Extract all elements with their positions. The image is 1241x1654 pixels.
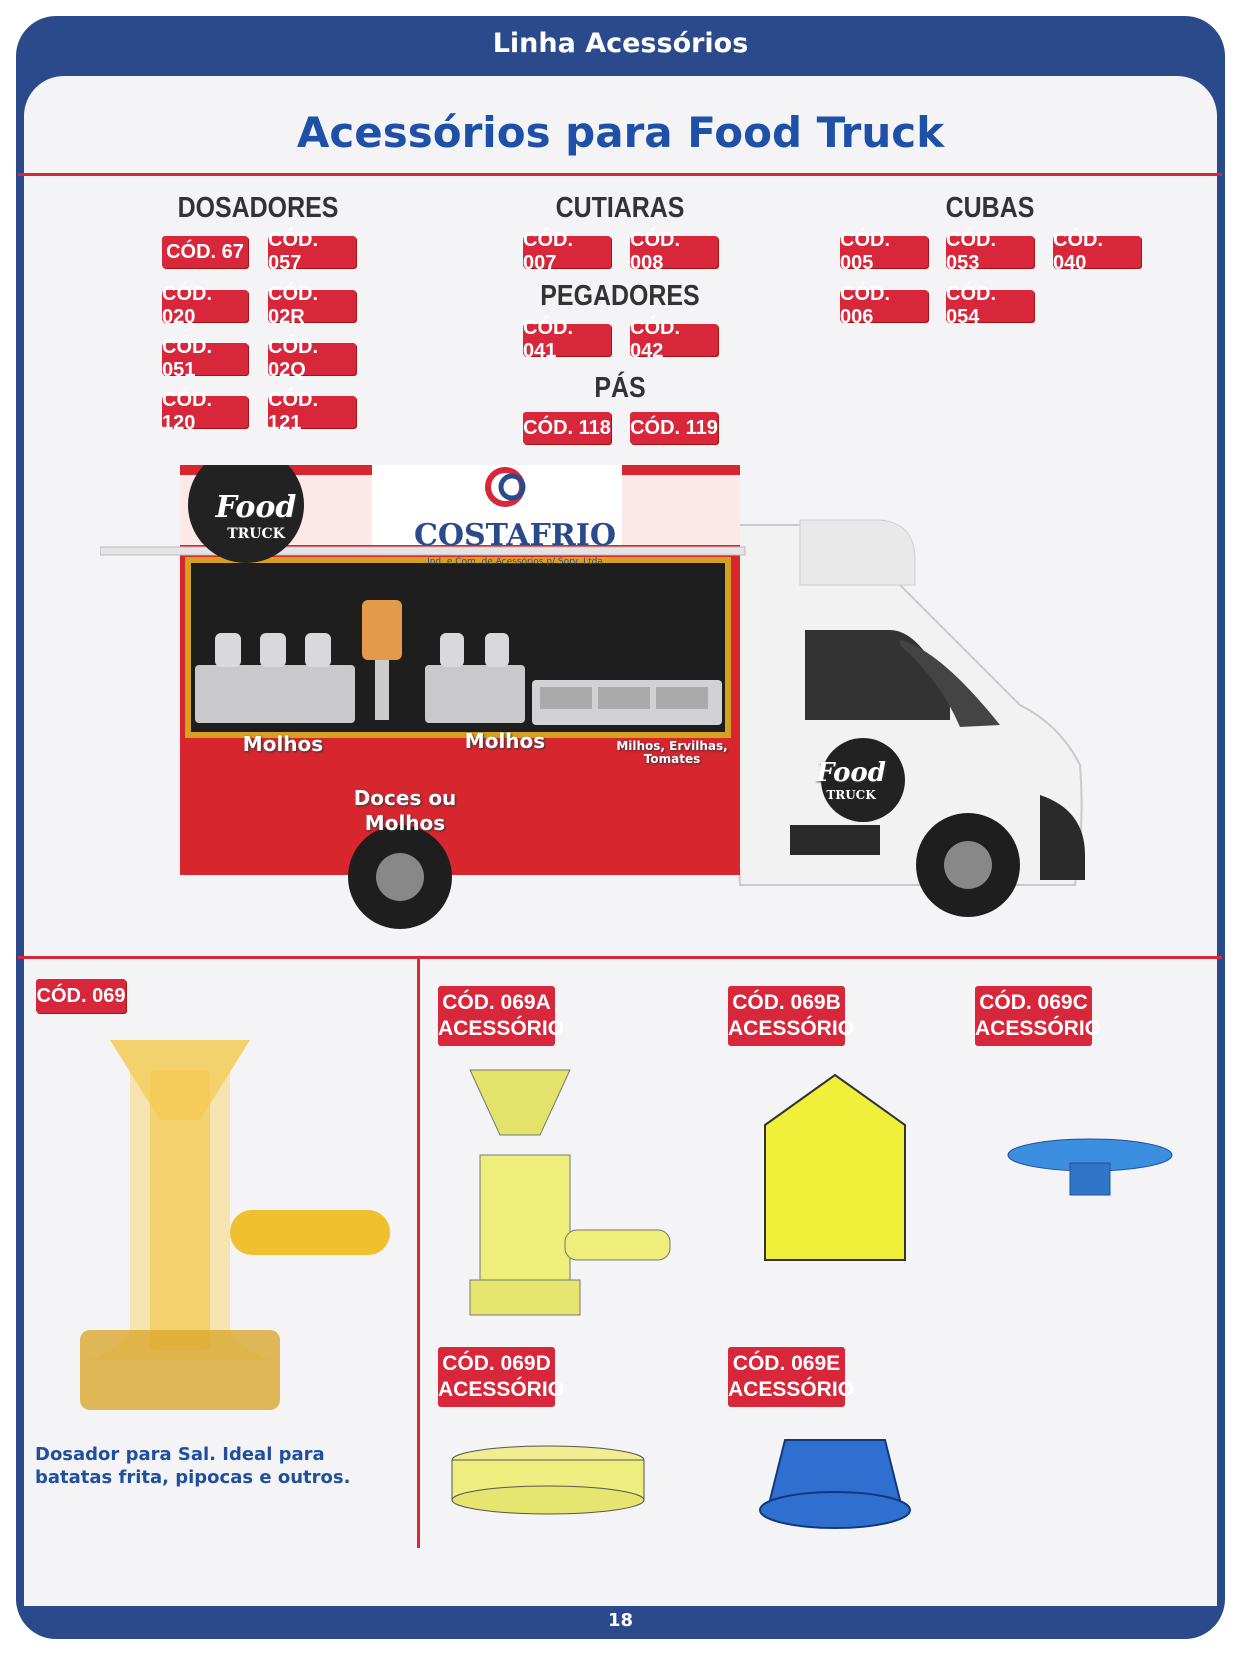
code-badge: CÓD. 051 <box>162 343 248 375</box>
code-badge: CÓD. 118 <box>523 412 611 444</box>
truck-label-doces: Doces ou Molhos <box>353 786 457 835</box>
code-badge: CÓD. 006 <box>840 290 928 322</box>
category-pas-title: PÁS <box>594 372 646 404</box>
code-badge: CÓD. 119 <box>630 412 718 444</box>
divider-middle <box>18 956 1222 959</box>
product-code-069a <box>438 986 565 1046</box>
accessory-label: ACESSÓRIO <box>728 1378 855 1401</box>
code-badge: CÓD. 007 <box>523 236 611 268</box>
food-truck-logo-text: Food <box>215 490 297 525</box>
truck-label-molhos-1: Molhos <box>242 732 324 756</box>
accessory-069b-image <box>760 1070 910 1270</box>
category-cubas-title: CUBAS <box>945 192 1035 224</box>
accessory-069c-image <box>1005 1135 1175 1205</box>
code-label: CÓD. 069B <box>732 991 841 1014</box>
brand-logo-text: COSTAFRIO <box>413 518 617 553</box>
code-badge: CÓD. 02Q <box>268 343 356 375</box>
code-badge: CÓD. 02R <box>268 290 356 322</box>
code-label: CÓD. 069E <box>732 1352 841 1375</box>
code-badge: CÓD. 005 <box>840 236 928 268</box>
brand-tagline: Ind. e Com. de Acessórios p/ Sorv. Ltda <box>427 557 603 567</box>
truck-label-molhos-2: Molhos <box>464 729 546 753</box>
category-dosadores-title: DOSADORES <box>177 192 339 224</box>
product-code-069: CÓD. 069 <box>36 979 126 1013</box>
product-code-069c <box>975 986 1102 1046</box>
section-header: Linha Acessórios <box>492 28 749 59</box>
accessory-label: ACESSÓRIO <box>975 1017 1102 1040</box>
code-badge: CÓD. 054 <box>946 290 1034 322</box>
code-badge: CÓD. 121 <box>268 396 356 428</box>
category-cutiaras-title: CUTIARAS <box>555 192 685 224</box>
salt-dispenser-image <box>70 1030 410 1430</box>
product-code-069e <box>728 1347 855 1407</box>
category-pegadores-title: PEGADORES <box>540 280 700 312</box>
code-badge: CÓD. 040 <box>1053 236 1141 268</box>
accessory-label: ACESSÓRIO <box>438 1378 565 1401</box>
code-label: CÓD. 069C <box>979 991 1088 1014</box>
truck-label-milhos: Milhos, Ervilhas, Tomates <box>616 739 728 766</box>
accessory-label: ACESSÓRIO <box>728 1017 855 1040</box>
code-label: CÓD. 069A <box>442 991 551 1014</box>
code-badge: CÓD. 041 <box>523 324 611 356</box>
code-badge: CÓD. 120 <box>162 396 248 428</box>
product-description: Dosador para Sal. Ideal para batatas frita, pipocas e outros. <box>35 1444 351 1488</box>
product-code-069d <box>438 1347 565 1407</box>
accessory-069d-image <box>448 1440 648 1520</box>
product-code-069b <box>728 986 855 1046</box>
code-badge: CÓD. 057 <box>268 236 356 268</box>
divider-top <box>18 173 1222 176</box>
page-title: Acessórios para Food Truck <box>296 108 945 157</box>
truck-side-logo-subtext: TRUCK <box>826 788 876 802</box>
code-badge: CÓD. 042 <box>630 324 718 356</box>
accessory-label: ACESSÓRIO <box>438 1017 565 1040</box>
code-badge: CÓD. 67 <box>162 236 248 268</box>
truck-side-logo-text: Food <box>816 758 886 788</box>
code-badge: CÓD. 008 <box>630 236 718 268</box>
code-label: CÓD. 069D <box>442 1352 551 1375</box>
accessory-069a-image <box>450 1065 680 1325</box>
food-truck-logo-subtext: TRUCK <box>227 526 285 542</box>
code-badge: CÓD. 020 <box>162 290 248 322</box>
page-number: 18 <box>607 1610 634 1631</box>
code-badge: CÓD. 053 <box>946 236 1034 268</box>
divider-vertical <box>417 958 420 1548</box>
accessory-069e-image <box>755 1430 915 1535</box>
